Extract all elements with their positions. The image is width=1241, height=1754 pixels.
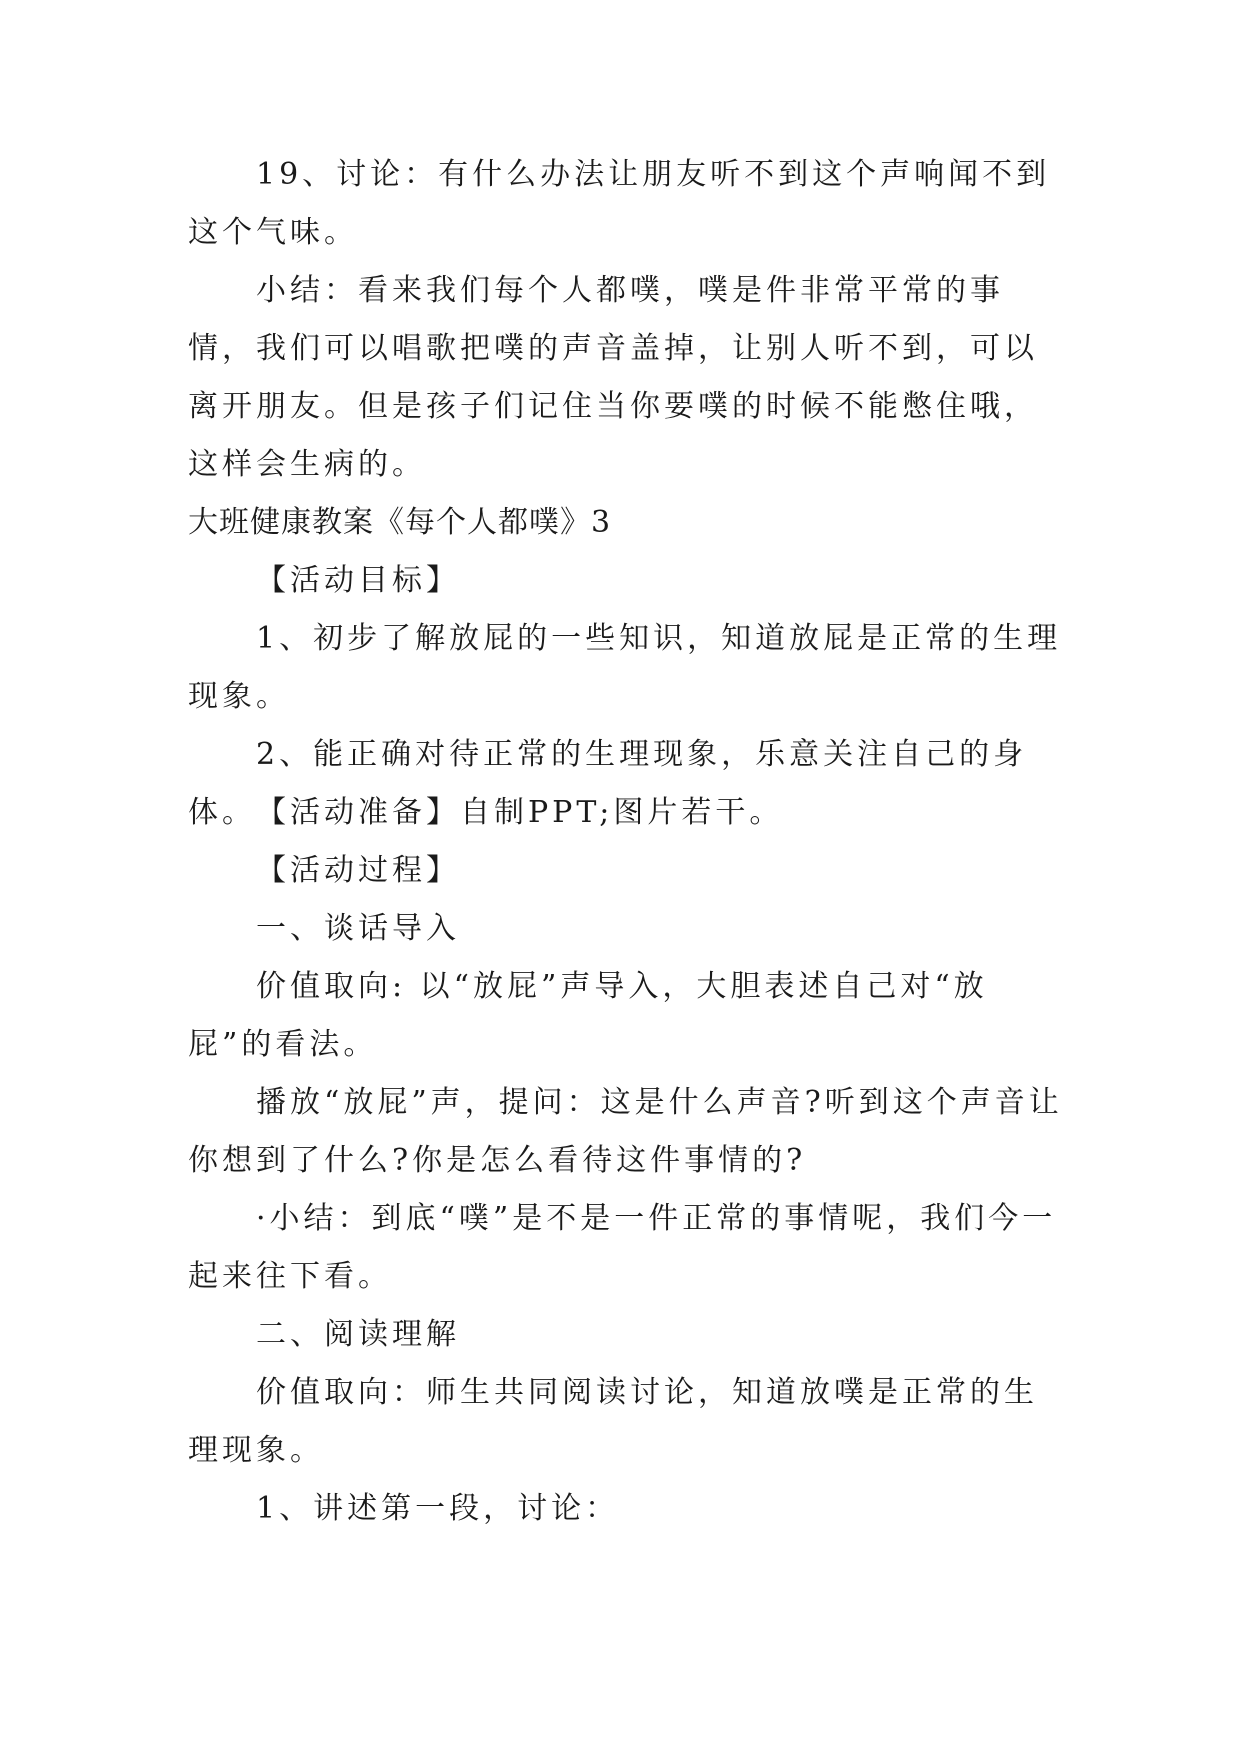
paragraph-goal-2: 2、能正确对待正常的生理现象，乐意关注自己的身体。 — [188, 737, 1028, 830]
paragraph-activity-prep: 【活动准备】自制PPT;图片若干。 — [256, 795, 784, 830]
paragraph-mini-summary: ·小结：到底“噗”是不是一件正常的事情呢，我们今一起来往下看。 — [188, 1201, 1057, 1294]
paragraph-discussion-19: 19、讨论：有什么办法让朋友听不到这个声响闻不到这个气味。 — [188, 157, 1051, 250]
section-title: 大班健康教案《每个人都噗》3 — [188, 505, 612, 540]
paragraph-summary: 小结：看来我们每个人都噗，噗是件非常平常的事情，我们可以唱歌把噗的声音盖掉，让别人听不到，可以离开朋友。但是孩子们记住当你要噗的时候不能憋住哦，这样会生病的。 — [188, 273, 1038, 482]
heading-activity-process: 【活动过程】 — [256, 853, 460, 888]
heading-talk-intro: 一、谈话导入 — [256, 911, 460, 946]
paragraph-play-sound: 播放“放屁”声，提问：这是什么声音?听到这个声音让你想到了什么?你是怎么看待这件事情的? — [188, 1085, 1063, 1178]
paragraph-step-1: 1、讲述第一段，讨论： — [256, 1491, 620, 1526]
heading-reading: 二、阅读理解 — [256, 1317, 460, 1352]
paragraph-value-orientation-1: 价值取向: 以“放屁”声导入，大胆表述自己对“放屁”的看法。 — [188, 969, 988, 1062]
paragraph-value-orientation-2: 价值取向：师生共同阅读讨论，知道放噗是正常的生理现象。 — [188, 1375, 1038, 1468]
heading-activity-goals: 【活动目标】 — [256, 563, 460, 598]
paragraph-goal-1: 1、初步了解放屁的一些知识，知道放屁是正常的生理现象。 — [188, 621, 1062, 714]
